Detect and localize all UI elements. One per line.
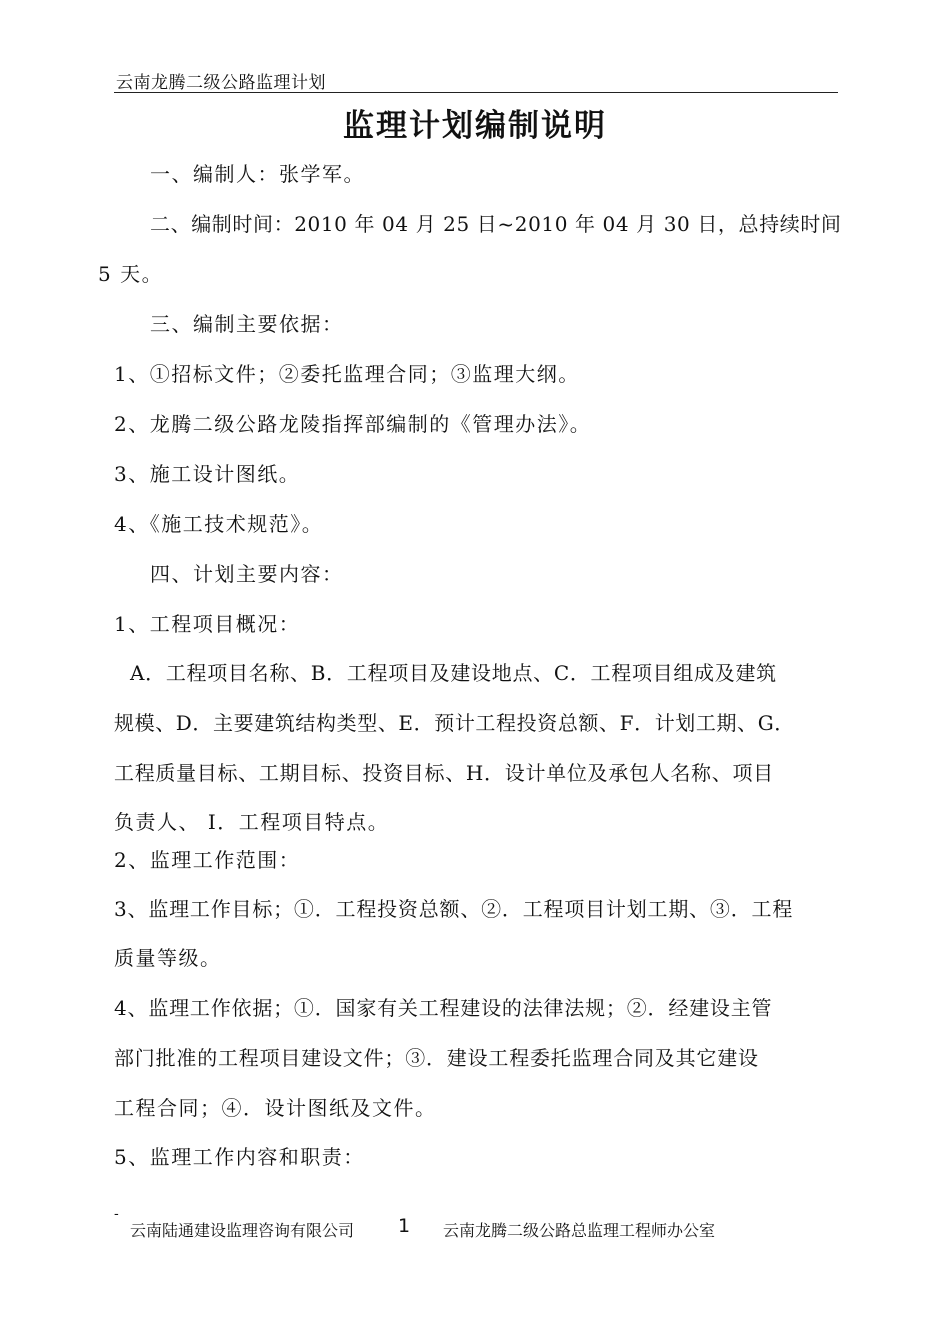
text-line: 部门批准的工程项目建设文件；③．建设工程委托监理合同及其它建设 [114, 1046, 759, 1070]
text-line: 1、①招标文件；②委托监理合同；③监理大纲。 [114, 362, 580, 386]
text-line: 质量等级。 [114, 946, 222, 970]
text-line: 工程合同；④．设计图纸及文件。 [114, 1096, 437, 1120]
text-line: 一、编制人：张学军。 [150, 162, 365, 186]
footer-office: 云南龙腾二级公路总监理工程师办公室 [443, 1221, 716, 1240]
text-line: 负责人、 I．工程项目特点。 [114, 810, 390, 834]
text-line: 5、监理工作内容和职责： [114, 1145, 365, 1169]
text-line: A．工程项目名称、B．工程项目及建设地点、C．工程项目组成及建筑 [130, 661, 777, 685]
text-line: 2、龙腾二级公路龙陵指挥部编制的《管理办法》。 [114, 412, 592, 436]
document-title: 监理计划编制说明 [343, 108, 607, 144]
text-line: 3、监理工作目标；①．工程投资总额、②．工程项目计划工期、③．工程 [114, 897, 794, 921]
text-line: 4、监理工作依据；①．国家有关工程建设的法律法规；②．经建设主管 [114, 996, 773, 1020]
text-line: 规模、D．主要建筑结构类型、E．预计工程投资总额、F．计划工期、G． [114, 711, 795, 735]
footer-mark: - [114, 1206, 119, 1222]
footer-company: 云南陆通建设监理咨询有限公司 [130, 1221, 355, 1240]
text-line: 5 天。 [98, 262, 164, 286]
header-rule [114, 92, 838, 93]
text-line: 3、施工设计图纸。 [114, 462, 301, 486]
text-line: 1、工程项目概况： [114, 612, 301, 636]
text-line: 4、《施工技术规范》。 [114, 512, 324, 536]
page-number: 1 [398, 1215, 411, 1237]
text-line: 二、编制时间：2010 年 04 月 25 日~2010 年 04 月 30 日，总持续时间 [150, 212, 842, 236]
text-line: 2、监理工作范围： [114, 848, 301, 872]
page-header: 云南龙腾二级公路监理计划 [116, 73, 326, 93]
text-line: 四、计划主要内容： [150, 562, 344, 586]
text-line: 三、编制主要依据： [150, 312, 344, 336]
text-line: 工程质量目标、工期目标、投资目标、H．设计单位及承包人名称、项目 [114, 761, 774, 785]
